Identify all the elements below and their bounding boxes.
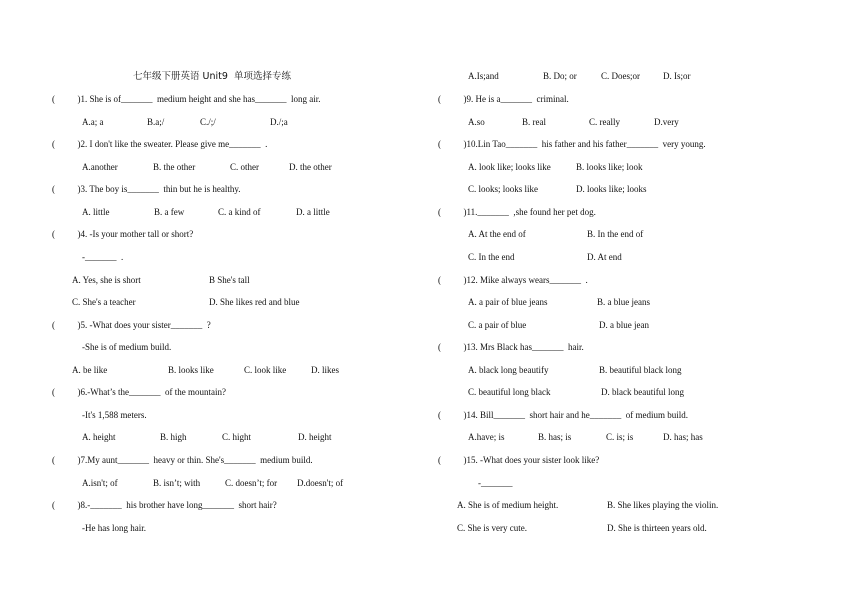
option: B. looks like	[168, 365, 214, 375]
option: A. little	[82, 207, 110, 217]
option: D. the other	[289, 162, 332, 172]
option: D. a little	[296, 207, 330, 217]
option: A.have; is	[468, 432, 505, 442]
answer-line: -_______	[478, 478, 513, 488]
question-12: ( )12. Mike always wears_______ .	[438, 275, 588, 285]
option: A.Is;and	[468, 71, 499, 81]
option: B. a blue jeans	[597, 297, 650, 307]
option: D. has; has	[663, 432, 703, 442]
option: A. Yes, she is short	[72, 275, 141, 285]
option: C. looks; looks like	[468, 184, 539, 194]
answer-line: -_______ .	[82, 252, 124, 262]
question-10: ( )10.Lin Tao_______ his father and his father_______ very young.	[438, 139, 706, 149]
question-8: ( )8.-_______ his brother have long_______ short hair?	[52, 500, 277, 510]
question-7: ( )7.My aunt_______ heavy or thin. She's_______ medium build.	[52, 455, 313, 465]
option: D. likes	[311, 365, 339, 375]
option: B.a;/	[147, 117, 165, 127]
option: D. looks like; looks	[576, 184, 647, 194]
option: B. looks like; look	[576, 162, 643, 172]
option: B. isn’t; with	[153, 478, 201, 488]
option: B. high	[160, 432, 187, 442]
option: D. She likes red and blue	[209, 297, 300, 307]
option: A. height	[82, 432, 116, 442]
option: D.doesn't; of	[297, 478, 344, 488]
question-14: ( )14. Bill_______ short hair and he_______ of medium build.	[438, 410, 688, 420]
option: B. the other	[153, 162, 196, 172]
option: C. In the end	[468, 252, 515, 262]
option: A. She is of medium height.	[457, 500, 559, 510]
option: C. other	[230, 162, 259, 172]
option: B. In the end of	[587, 229, 644, 239]
option: C. a pair of blue	[468, 320, 527, 330]
option: D.very	[654, 117, 679, 127]
option: A.so	[468, 117, 485, 127]
option: C. doesn’t; for	[225, 478, 278, 488]
option: A.another	[82, 162, 118, 172]
option: A. be like	[72, 365, 108, 375]
option: C. look like	[244, 365, 287, 375]
option: C. She's a teacher	[72, 297, 136, 307]
option: B. She likes playing the violin.	[607, 500, 719, 510]
option: D. height	[298, 432, 332, 442]
question-5: ( )5. -What does your sister_______ ?	[52, 320, 211, 330]
option: A.a; a	[82, 117, 104, 127]
option: A. black long beautify	[468, 365, 549, 375]
option: C. a kind of	[218, 207, 261, 217]
question-6: ( )6.-What’s the_______ of the mountain?	[52, 387, 226, 397]
answer-line: -It's 1,588 meters.	[82, 410, 147, 420]
option: A. At the end of	[468, 229, 526, 239]
option: B. Do; or	[543, 71, 577, 81]
option: D. black beautiful long	[601, 387, 684, 397]
option: C./;/	[200, 117, 216, 127]
question-3: ( )3. The boy is_______ thin but he is healthy.	[52, 184, 241, 194]
option: B. a few	[154, 207, 185, 217]
page-title: 七年级下册英语 Unit9 单项选择专练	[133, 71, 291, 82]
option: D. At end	[587, 252, 622, 262]
option: D./;a	[270, 117, 288, 127]
option: C. She is very cute.	[457, 523, 527, 533]
answer-line: -He has long hair.	[82, 523, 146, 533]
option: D. She is thirteen years old.	[607, 523, 707, 533]
option: C. Does;or	[601, 71, 640, 81]
question-1: ( )1. She is of_______ medium height and she has_______ long air.	[52, 94, 321, 104]
question-11: ( )11._______ ,she found her pet dog.	[438, 207, 596, 217]
option: B. real	[522, 117, 546, 127]
question-2: ( )2. I don't like the sweater. Please give me_______ .	[52, 139, 268, 149]
question-9: ( )9. He is a_______ criminal.	[438, 94, 569, 104]
option: C. hight	[222, 432, 252, 442]
option: C. really	[589, 117, 620, 127]
option: A.isn't; of	[82, 478, 118, 488]
option: C. is; is	[606, 432, 634, 442]
question-13: ( )13. Mrs Black has_______ hair.	[438, 342, 584, 352]
option: B. has; is	[538, 432, 572, 442]
question-15: ( )15. -What does your sister look like?	[438, 455, 600, 465]
answer-line: -She is of medium build.	[82, 342, 172, 352]
option: B. beautiful black long	[599, 365, 682, 375]
option: C. beautiful long black	[468, 387, 551, 397]
option: B She's tall	[209, 275, 250, 285]
question-4: ( )4. -Is your mother tall or short?	[52, 229, 194, 239]
option: A. a pair of blue jeans	[468, 297, 548, 307]
option: D. a blue jean	[599, 320, 649, 330]
option: A. look like; looks like	[468, 162, 551, 172]
option: D. Is;or	[663, 71, 691, 81]
